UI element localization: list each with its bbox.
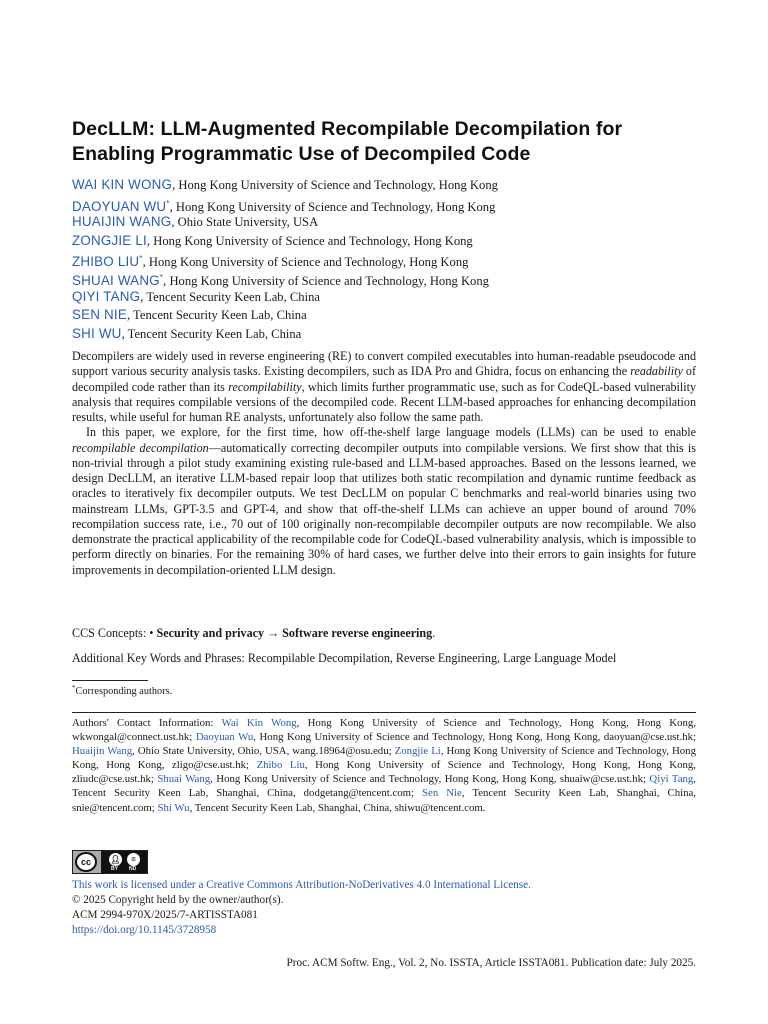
- author-affiliation: , Hong Kong University of Science and Technology, Hong Kong: [163, 273, 489, 288]
- license-block: [72, 878, 531, 938]
- footnote: *Corresponding authors.: [72, 684, 173, 697]
- author-line: [72, 232, 696, 251]
- corresponding-author-mark: *: [166, 198, 170, 208]
- author-name[interactable]: ZHIBO LIU: [72, 254, 140, 270]
- contact-divider: [72, 712, 696, 713]
- author-line: [72, 269, 696, 288]
- contact-author-link[interactable]: Daoyuan Wu: [195, 731, 254, 744]
- contact-text: , Tencent Security Keen Lab, Shanghai, China, shiwu@tencent.com.: [189, 801, 486, 814]
- creative-commons-badge[interactable]: [72, 850, 148, 874]
- paper-title: DecLLM: LLM-Augmented Recompilable Decompilation for Enabling Programmatic Use of Decompiled Code: [72, 118, 623, 165]
- abstract-paragraph-1: Decompilers are widely used in reverse engineering (RE) to convert compiled executables into human-readable pseudocode and support various security analysis tasks. Existing decompilers, such as IDA Pro and Ghidra, focus on enhancing the readability of decompiled code rather than its recompilability, which limits further programmatic use, such as for CodeQL-based vulnerability analysis that requires compilable versions of the decompiled code. Recent LLM-based approaches for enhancing decompilation results, while useful for human RE analysts, unfortunately also follow the same path.: [72, 349, 696, 424]
- author-name[interactable]: QIYI TANG: [72, 288, 141, 304]
- author-line: [72, 213, 696, 232]
- author-name[interactable]: HUAIJIN WANG: [72, 214, 172, 230]
- cc-license-icons: [101, 851, 147, 873]
- copyright-line: © 2025 Copyright held by the owner/author(s).: [72, 894, 284, 906]
- contact-text: Authors' Contact Information:: [72, 717, 222, 729]
- contact-author-link[interactable]: Wai Kin Wong: [221, 717, 297, 729]
- contact-text: , Hong Kong University of Science and Technology, Hong Kong, Hong Kong, zliudc@cse.ust.hk;: [72, 759, 696, 786]
- author-line: [72, 195, 696, 214]
- contact-author-link[interactable]: Huaijin Wang: [72, 745, 133, 758]
- ccs-concepts: CCS Concepts: • Security and privacy → Software reverse engineering.: [72, 626, 436, 640]
- author-affiliation: , Ohio State University, USA: [171, 215, 319, 230]
- cc-logo-icon: cc: [75, 852, 97, 872]
- no-derivatives-equals-icon: =: [127, 853, 140, 866]
- page-footer: Proc. ACM Softw. Eng., Vol. 2, No. ISSTA, Article ISSTA081. Publication date: July 2025.: [286, 957, 696, 969]
- contact-text: , Ohio State University, Ohio, USA, wang.18964@osu.edu;: [132, 745, 395, 758]
- author-affiliation: , Hong Kong University of Science and Technology, Hong Kong: [146, 233, 473, 248]
- contact-author-link[interactable]: Zongjie Li: [394, 745, 441, 758]
- acm-identifier: ACM 2994-970X/2025/7-ARTISSTA081: [72, 909, 258, 921]
- author-line: [72, 325, 696, 344]
- author-name[interactable]: SHUAI WANG: [72, 272, 160, 288]
- author-line: [72, 176, 696, 195]
- author-name[interactable]: DAOYUAN WU: [72, 198, 167, 214]
- contact-author-link[interactable]: Sen Nie: [422, 787, 462, 800]
- author-line: [72, 250, 696, 269]
- abstract-paragraph-2: In this paper, we explore, for the first time, how off-the-shelf large language models (LLMs) can be used to enable recompilable decompilation—automatically correcting decompiler outputs into compilable versions. We first show that this is non-trivial through a pilot study examining existing rule-based and LLM-based approaches. Based on the lessons learned, we design DecLLM, an iterative LLM-based repair loop that utilizes both static recompilation and dynamic runtime feedback as oracles to iteratively fix decompiler outputs. We test DecLLM on popular C benchmarks and real-world binaries using two mainstream LLMs, GPT-3.5 and GPT-4, and show that off-the-shelf LLMs can achieve an upper bound of around 70% recompilation success rate, i.e., 70 out of 100 originally non-recompilable decompiler outputs are now recompilable. We also demonstrate the practical applicability of the recompilable code for CodeQL-based vulnerability analysis, which is impossible to perform directly on binaries. For the remaining 30% of hard cases, we further delve into their errors to gain insights for future improvements in decompilation-oriented LLM design.: [72, 425, 696, 577]
- corresponding-author-mark: *: [159, 272, 164, 282]
- license-link[interactable]: This work is licensed under a Creative Commons Attribution-NoDerivatives 4.0 International License.: [72, 879, 531, 891]
- contact-text: , Tencent Security Keen Lab, Shanghai, China, dodgetang@tencent.com;: [72, 773, 696, 800]
- contact-author-link[interactable]: Shuai Wang: [157, 773, 211, 786]
- contact-text: , Hong Kong University of Science and Technology, Hong Kong, Hong Kong, daoyuan@cse.ust.hk;: [253, 731, 696, 744]
- contact-text: , Tencent Security Keen Lab, Shanghai, China, snie@tencent.com;: [72, 787, 697, 814]
- author-affiliation: , Tencent Security Keen Lab, China: [126, 308, 307, 323]
- contact-author-link[interactable]: Qiyi Tang: [649, 773, 694, 786]
- author-line: [72, 306, 696, 325]
- author-affiliation: , Hong Kong University of Science and Technology, Hong Kong: [172, 178, 498, 192]
- doi-link[interactable]: https://doi.org/10.1145/3728958: [72, 924, 217, 936]
- contact-text: , Hong Kong University of Science and Technology, Hong Kong, Hong Kong, shuaiw@cse.ust.hk;: [210, 773, 650, 786]
- keywords: Additional Key Words and Phrases: Recompilable Decompilation, Reverse Engineering, Large Language Model: [72, 651, 617, 665]
- footnote-divider: [72, 680, 148, 681]
- author-affiliation: , Tencent Security Keen Lab, China: [140, 289, 320, 304]
- contact-text: , Hong Kong University of Science and Technology, Hong Kong, Hong Kong, wkwongal@connect.ust.hk;: [72, 717, 696, 744]
- author-line: [72, 288, 696, 307]
- attribution-person-icon: 👤︎: [110, 855, 121, 864]
- author-affiliation: , Tencent Security Keen Lab, China: [121, 326, 302, 341]
- author-list: [72, 176, 696, 343]
- contact-author-link[interactable]: Zhibo Liu: [256, 759, 305, 772]
- author-contact-info: [72, 716, 696, 815]
- author-affiliation: , Hong Kong University of Science and Technology, Hong Kong: [169, 199, 496, 214]
- author-name[interactable]: ZONGJIE LI: [72, 232, 147, 248]
- abstract: [72, 349, 696, 578]
- cc-by-label: BY: [111, 866, 118, 872]
- corresponding-author-mark: *: [139, 254, 143, 264]
- contact-author-link[interactable]: Shi Wu: [157, 801, 190, 814]
- author-name[interactable]: SHI WU: [72, 325, 122, 341]
- author-affiliation: , Hong Kong University of Science and Technology, Hong Kong: [142, 255, 469, 270]
- contact-text: , Hong Kong University of Science and Technology, Hong Kong, Hong Kong, zligo@cse.ust.hk;: [72, 745, 696, 772]
- author-name[interactable]: SEN NIE: [72, 307, 127, 323]
- author-name[interactable]: WAI KIN WONG: [72, 177, 173, 192]
- cc-nd-label: ND: [129, 866, 137, 872]
